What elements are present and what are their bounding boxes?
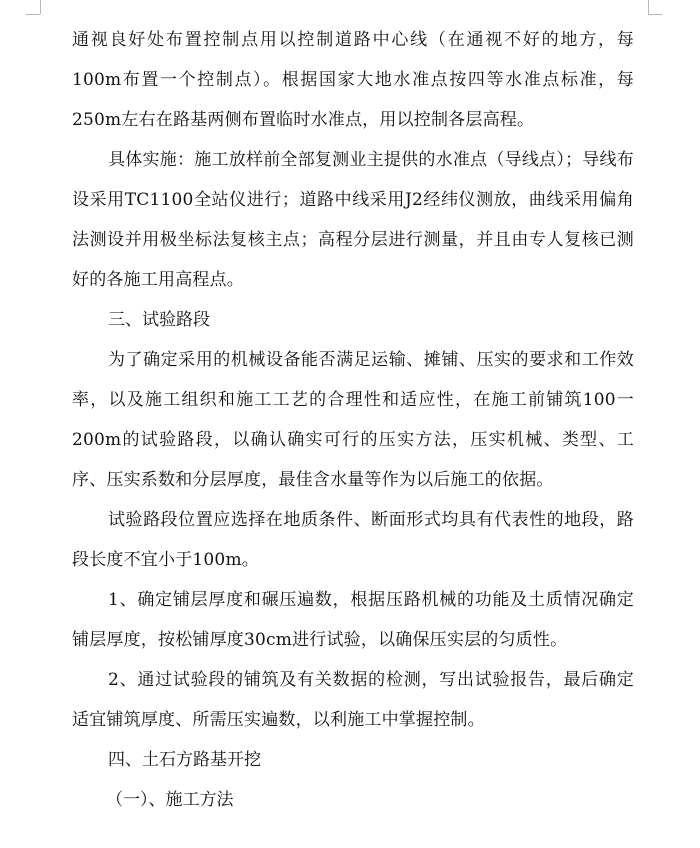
paragraph-test-road-location: 试验路段位置应选择在地质条件、断面形式均具有代表性的地段，路段长度不宜小于100m。	[72, 510, 634, 570]
paragraph-control-points: 通视良好处布置控制点用以控制道路中心线（在通视不好的地方，每100m布置一个控制点）。根据国家大地水准点按四等水准点标准，每250m左右在路基两侧布置临时水准点，用以控制各层高程。	[72, 30, 634, 130]
subheading-construction-method: （一）、施工方法	[106, 790, 234, 810]
paragraph-test-road-item-1: 1、确定铺层厚度和碾压遍数，根据压路机械的功能及土质情况确定铺层厚度，按松铺厚度30cm进行试验，以确保压实层的匀质性。	[72, 590, 634, 650]
crop-mark-top-right-vertical	[648, 0, 649, 14]
section-heading-test-road: 三、试验路段	[108, 310, 210, 330]
paragraph-test-road-purpose: 为了确定采用的机械设备能否满足运输、摊铺、压实的要求和工作效率，以及施工组织和施工工艺的合理性和适应性，在施工前铺筑100一200m的试验路段，以确认确实可行的压实方法，压实机械、类型、工序、压实系数和分层厚度，最佳含水量等作为以后施工的依据。	[72, 350, 634, 490]
paragraph-test-road-item-2: 2、通过试验段的铺筑及有关数据的检测，写出试验报告，最后确定适宜铺筑厚度、所需压实遍数，以利施工中掌握控制。	[72, 670, 634, 730]
section-heading-excavation: 四、土石方路基开挖	[108, 750, 261, 770]
crop-mark-top-left-vertical	[40, 0, 41, 14]
crop-mark-top-left-horizontal	[26, 14, 40, 15]
paragraph-implementation: 具体实施：施工放样前全部复测业主提供的水准点（导线点）；导线布设采用TC1100全站仪进行；道路中线采用J2经纬仪测放，曲线采用偏角法测设并用极坐标法复核主点；高程分层进行测量，并且由专人复核已测好的各施工用高程点。	[72, 150, 634, 290]
crop-mark-top-right-horizontal	[648, 14, 662, 15]
document-body	[72, 20, 634, 820]
